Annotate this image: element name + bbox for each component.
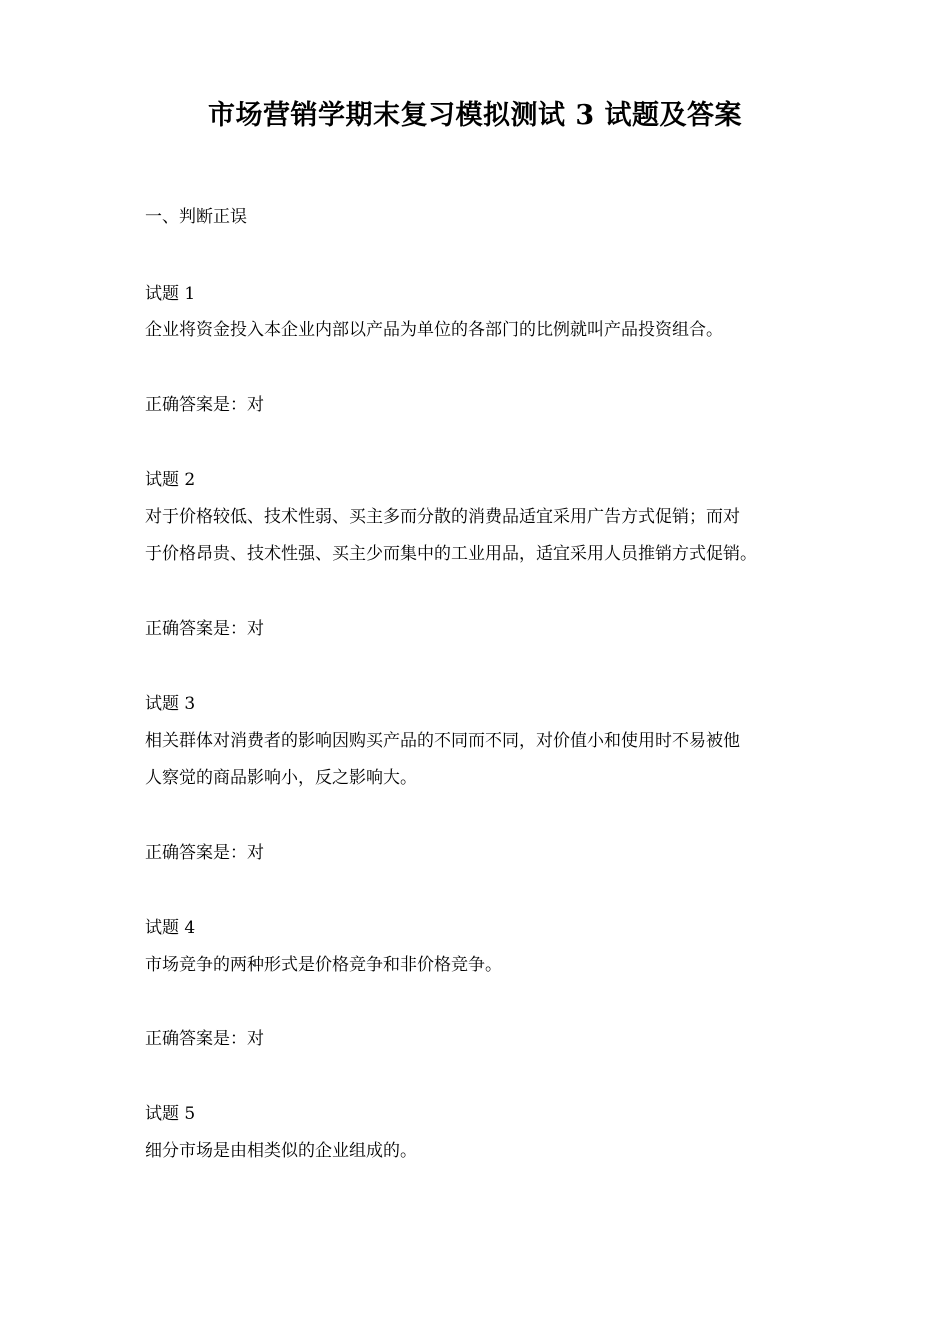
section-heading: 一、判断正误 [145, 207, 247, 227]
question-5-label: 试题 5 [145, 1104, 196, 1124]
question-2-label: 试题 2 [145, 470, 196, 490]
question-3-answer: 正确答案是：对 [145, 843, 264, 863]
question-3-text-line-2: 人察觉的商品影响小，反之影响大。 [145, 768, 417, 788]
document-title: 市场营销学期末复习模拟测试 3 试题及答案 [207, 100, 743, 131]
question-3-label: 试题 3 [145, 694, 196, 714]
question-2-text-line-2: 于价格昂贵、技术性强、买主少而集中的工业用品，适宜采用人员推销方式促销。 [145, 544, 757, 564]
question-2-text-line-1: 对于价格较低、技术性弱、买主多而分散的消费品适宜采用广告方式促销；而对 [145, 507, 740, 527]
question-5-text-line-1: 细分市场是由相类似的企业组成的。 [145, 1141, 417, 1161]
question-1-text-line-1: 企业将资金投入本企业内部以产品为单位的各部门的比例就叫产品投资组合。 [145, 320, 723, 340]
question-4-label: 试题 4 [145, 918, 196, 938]
question-1-label: 试题 1 [145, 284, 196, 304]
question-4-answer: 正确答案是：对 [145, 1029, 264, 1049]
question-1-answer: 正确答案是：对 [145, 395, 264, 415]
question-3-text-line-1: 相关群体对消费者的影响因购买产品的不同而不同，对价值小和使用时不易被他 [145, 731, 740, 751]
question-4-text-line-1: 市场竞争的两种形式是价格竞争和非价格竞争。 [145, 955, 502, 975]
question-2-answer: 正确答案是：对 [145, 619, 264, 639]
